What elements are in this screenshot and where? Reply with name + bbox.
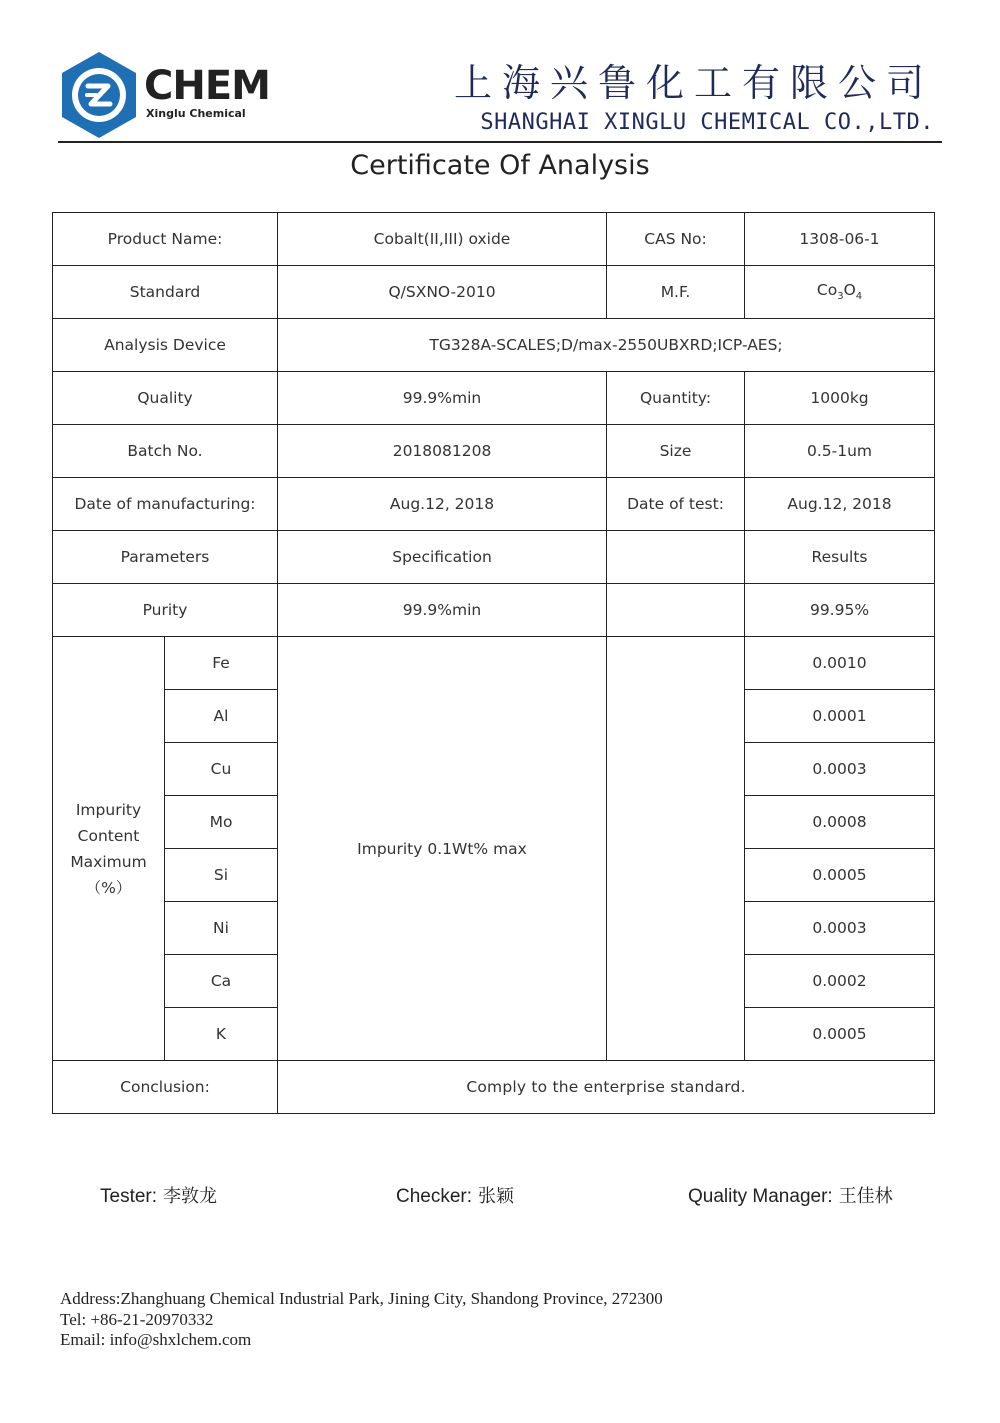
table-row <box>53 478 935 531</box>
size-value: 0.5-1um <box>745 425 935 478</box>
impurity-element: Cu <box>165 743 278 796</box>
purity-result: 99.95% <box>745 584 935 637</box>
impurity-label-line: （%） <box>85 878 132 897</box>
impurity-value: 0.0002 <box>745 955 935 1008</box>
purity-empty-cell <box>607 584 745 637</box>
batch-label: Batch No. <box>53 425 278 478</box>
mf-sub-1: 3 <box>837 291 844 303</box>
impurity-element: Ni <box>165 902 278 955</box>
purity-spec: 99.9%min <box>278 584 607 637</box>
tester-label: Tester: <box>100 1186 158 1207</box>
checker-signature <box>396 1182 514 1208</box>
checker-label: Checker: <box>396 1186 473 1207</box>
quality-value: 99.9%min <box>278 372 607 425</box>
hexagon-logo-icon <box>58 50 140 140</box>
device-label: Analysis Device <box>53 319 278 372</box>
table-row <box>53 637 935 690</box>
cas-value: 1308-06-1 <box>745 213 935 266</box>
quantity-label: Quantity: <box>607 372 745 425</box>
purity-label: Purity <box>53 584 278 637</box>
impurity-element: Mo <box>165 796 278 849</box>
impurity-spec: Impurity 0.1Wt% max <box>278 637 607 1061</box>
company-name-english: SHANGHAI XINGLU CHEMICAL CO.,LTD. <box>480 110 934 135</box>
conclusion-value: Comply to the enterprise standard. <box>278 1061 935 1114</box>
impurity-element: Si <box>165 849 278 902</box>
impurity-empty-cell <box>607 637 745 1061</box>
mf-mid: O <box>843 281 856 300</box>
conclusion-label: Conclusion: <box>53 1061 278 1114</box>
table-row <box>53 425 935 478</box>
impurity-value: 0.0005 <box>745 1008 935 1061</box>
device-value: TG328A-SCALES;D/max-2550UBXRD;ICP-AES; <box>278 319 935 372</box>
cas-label: CAS No: <box>607 213 745 266</box>
table-row <box>53 372 935 425</box>
parameters-header: Parameters <box>53 531 278 584</box>
product-name-value: Cobalt(II,III) oxide <box>278 213 607 266</box>
manager-name: 王佳林 <box>838 1186 893 1207</box>
impurity-value: 0.0010 <box>745 637 935 690</box>
mf-value <box>745 266 935 319</box>
footer-address: Address:Zhanghuang Chemical Industrial Park, Jining City, Shandong Province, 272300 <box>60 1289 663 1308</box>
logo-subtitle: Xinglu Chemical <box>146 107 246 120</box>
mfg-date-value: Aug.12, 2018 <box>278 478 607 531</box>
page-title: Certificate Of Analysis <box>350 150 650 181</box>
impurity-value: 0.0003 <box>745 902 935 955</box>
size-label: Size <box>607 425 745 478</box>
mfg-date-label: Date of manufacturing: <box>53 478 278 531</box>
impurity-value: 0.0001 <box>745 690 935 743</box>
table-row <box>53 1061 935 1114</box>
impurity-element: Al <box>165 690 278 743</box>
company-name-chinese: 上海兴鲁化工有限公司 <box>453 61 934 105</box>
batch-value: 2018081208 <box>278 425 607 478</box>
table-row <box>53 266 935 319</box>
specification-header: Specification <box>278 531 607 584</box>
logo-brand: CHEM <box>144 63 270 109</box>
mf-base: Co <box>816 281 838 300</box>
impurity-value: 0.0008 <box>745 796 935 849</box>
table-row <box>53 213 935 266</box>
impurity-label-line: Impurity <box>75 800 142 819</box>
impurity-value: 0.0005 <box>745 849 935 902</box>
checker-name: 张颖 <box>478 1186 515 1207</box>
impurity-element: K <box>165 1008 278 1061</box>
footer-tel: Tel: +86-21-20970332 <box>60 1309 214 1329</box>
impurity-label-line: Content <box>77 826 140 845</box>
impurity-label <box>53 637 165 1061</box>
impurity-element: Ca <box>165 955 278 1008</box>
quality-label: Quality <box>53 372 278 425</box>
impurity-label-line: Maximum <box>70 852 147 871</box>
analysis-table <box>52 212 935 1114</box>
product-name-label: Product Name: <box>53 213 278 266</box>
test-date-label: Date of test: <box>607 478 745 531</box>
manager-label: Quality Manager: <box>688 1186 833 1207</box>
tester-signature <box>100 1182 217 1208</box>
table-row <box>53 531 935 584</box>
tester-name: 李敦龙 <box>163 1186 218 1207</box>
table-row <box>53 319 935 372</box>
test-date-value: Aug.12, 2018 <box>745 478 935 531</box>
quantity-value: 1000kg <box>745 372 935 425</box>
mf-sub-2: 4 <box>855 291 863 303</box>
table-row <box>53 584 935 637</box>
standard-label: Standard <box>53 266 278 319</box>
results-header: Results <box>745 531 935 584</box>
impurity-value: 0.0003 <box>745 743 935 796</box>
empty-header-cell <box>607 531 745 584</box>
impurity-element: Fe <box>165 637 278 690</box>
standard-value: Q/SXNO-2010 <box>278 266 607 319</box>
company-logo <box>58 50 270 140</box>
manager-signature <box>688 1182 893 1208</box>
header-divider <box>58 141 942 143</box>
mf-label: M.F. <box>607 266 745 319</box>
footer-email: Email: info@shxlchem.com <box>60 1330 252 1349</box>
footer-contact <box>60 1289 663 1351</box>
